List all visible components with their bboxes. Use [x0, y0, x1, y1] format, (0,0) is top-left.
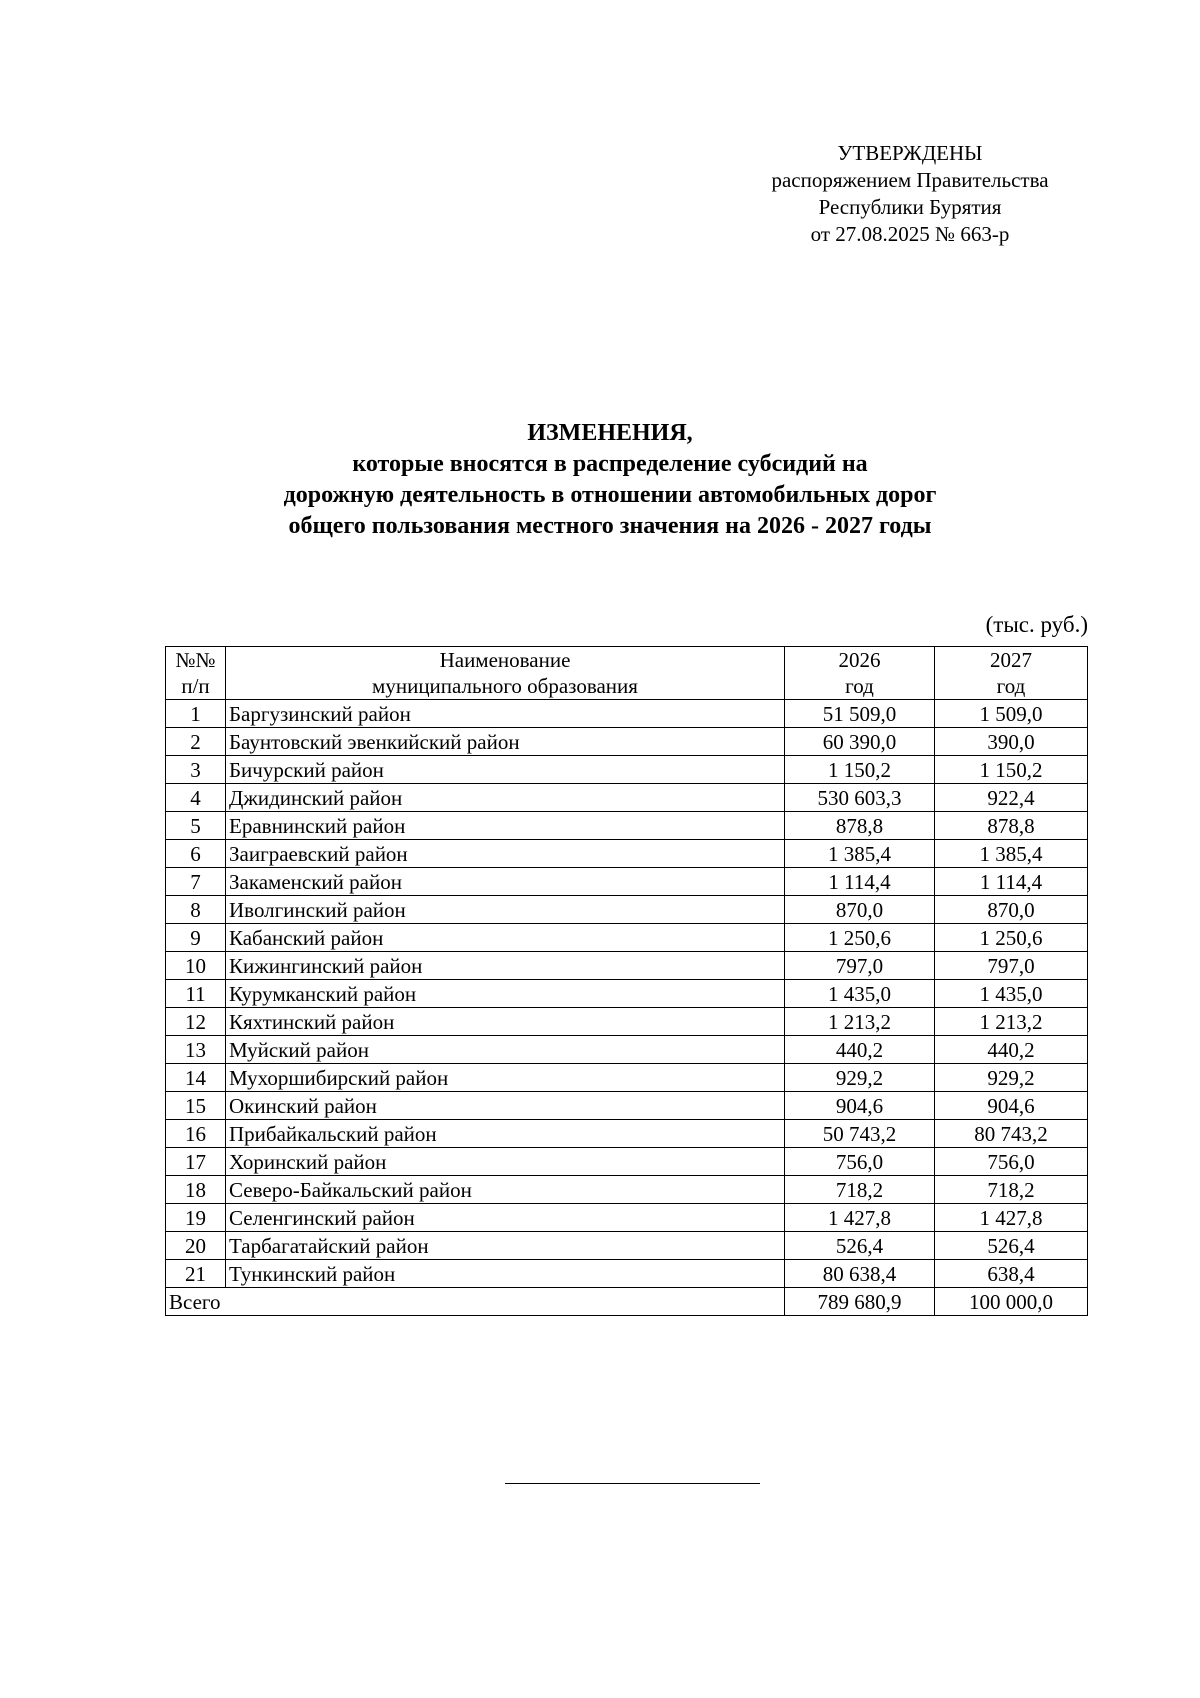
- municipality-name: Еравнинский район: [226, 812, 785, 840]
- total-label: Всего: [166, 1288, 785, 1316]
- table-row: [166, 1064, 1088, 1092]
- value-2026: 440,2: [785, 1036, 935, 1064]
- value-2026: 1 213,2: [785, 1008, 935, 1036]
- value-2026: 80 638,4: [785, 1260, 935, 1288]
- municipality-name: Курумканский район: [226, 980, 785, 1008]
- total-2026: 789 680,9: [785, 1288, 935, 1316]
- footer-divider: [505, 1483, 760, 1484]
- header-text: п/п: [181, 674, 210, 698]
- table-row: [166, 896, 1088, 924]
- table-row: [166, 812, 1088, 840]
- row-number: 3: [166, 756, 226, 784]
- row-number: 19: [166, 1204, 226, 1232]
- table-row: [166, 868, 1088, 896]
- row-number: 10: [166, 952, 226, 980]
- row-number: 2: [166, 728, 226, 756]
- municipality-name: Тарбагатайский район: [226, 1232, 785, 1260]
- value-2026: 51 509,0: [785, 700, 935, 728]
- value-2027: 526,4: [935, 1232, 1088, 1260]
- header-text: год: [845, 674, 874, 698]
- value-2027: 1 250,6: [935, 924, 1088, 952]
- value-2027: 1 427,8: [935, 1204, 1088, 1232]
- total-2027: 100 000,0: [935, 1288, 1088, 1316]
- value-2027: 638,4: [935, 1260, 1088, 1288]
- row-number: 14: [166, 1064, 226, 1092]
- approval-date-number: от 27.08.2025 № 663-р: [810, 222, 1010, 246]
- table-row: [166, 700, 1088, 728]
- units-label: (тыс. руб.): [985, 612, 1088, 637]
- value-2027: 929,2: [935, 1064, 1088, 1092]
- municipality-name: Селенгинский район: [226, 1204, 785, 1232]
- value-2026: 797,0: [785, 952, 935, 980]
- approval-stamp: [740, 140, 1080, 248]
- value-2026: 526,4: [785, 1232, 935, 1260]
- value-2026: 1 114,4: [785, 868, 935, 896]
- municipality-name: Муйский район: [226, 1036, 785, 1064]
- row-number: 15: [166, 1092, 226, 1120]
- value-2026: 929,2: [785, 1064, 935, 1092]
- value-2027: 1 114,4: [935, 868, 1088, 896]
- municipality-name: Окинский район: [226, 1092, 785, 1120]
- value-2027: 922,4: [935, 784, 1088, 812]
- municipality-name: Закаменский район: [226, 868, 785, 896]
- row-number: 21: [166, 1260, 226, 1288]
- municipality-name: Бичурский район: [226, 756, 785, 784]
- row-number: 16: [166, 1120, 226, 1148]
- header-text: год: [996, 674, 1026, 698]
- table-row: [166, 924, 1088, 952]
- value-2026: 1 385,4: [785, 840, 935, 868]
- value-2026: 50 743,2: [785, 1120, 935, 1148]
- approval-title: УТВЕРЖДЕНЫ: [837, 141, 983, 165]
- value-2026: 1 150,2: [785, 756, 935, 784]
- row-number: 17: [166, 1148, 226, 1176]
- total-row: [166, 1288, 1088, 1316]
- table-row: [166, 1232, 1088, 1260]
- table-row: [166, 784, 1088, 812]
- municipality-name: Кяхтинский район: [226, 1008, 785, 1036]
- value-2026: 530 603,3: [785, 784, 935, 812]
- value-2026: 1 250,6: [785, 924, 935, 952]
- table-row: [166, 840, 1088, 868]
- table-row: [166, 1008, 1088, 1036]
- municipality-name: Баунтовский эвенкийский район: [226, 728, 785, 756]
- row-number: 6: [166, 840, 226, 868]
- value-2027: 718,2: [935, 1176, 1088, 1204]
- row-number: 11: [166, 980, 226, 1008]
- municipality-name: Иволгинский район: [226, 896, 785, 924]
- value-2027: 390,0: [935, 728, 1088, 756]
- table-row: [166, 728, 1088, 756]
- table-body: [166, 700, 1088, 1288]
- header-text: №№: [175, 648, 216, 672]
- value-2027: 80 743,2: [935, 1120, 1088, 1148]
- table-row: [166, 1148, 1088, 1176]
- municipality-name: Заиграевский район: [226, 840, 785, 868]
- value-2027: 797,0: [935, 952, 1088, 980]
- value-2027: 870,0: [935, 896, 1088, 924]
- value-2027: 1 435,0: [935, 980, 1088, 1008]
- table-row: [166, 952, 1088, 980]
- value-2026: 870,0: [785, 896, 935, 924]
- value-2027: 1 150,2: [935, 756, 1088, 784]
- municipality-name: Джидинский район: [226, 784, 785, 812]
- header-num: [166, 647, 226, 700]
- value-2026: 756,0: [785, 1148, 935, 1176]
- municipality-name: Кижингинский район: [226, 952, 785, 980]
- value-2027: 1 385,4: [935, 840, 1088, 868]
- value-2026: 718,2: [785, 1176, 935, 1204]
- table-row: [166, 980, 1088, 1008]
- title-line: которые вносятся в распределение субсидий на: [352, 451, 868, 477]
- value-2026: 1 435,0: [785, 980, 935, 1008]
- header-text: Наименование: [439, 648, 571, 672]
- value-2027: 440,2: [935, 1036, 1088, 1064]
- table-row: [166, 1204, 1088, 1232]
- row-number: 13: [166, 1036, 226, 1064]
- table-row: [166, 1176, 1088, 1204]
- header-2026: [785, 647, 935, 700]
- table-row: [166, 1120, 1088, 1148]
- row-number: 12: [166, 1008, 226, 1036]
- header-name: [226, 647, 785, 700]
- header-text: 2027: [990, 648, 1032, 672]
- table-row: [166, 756, 1088, 784]
- value-2027: 756,0: [935, 1148, 1088, 1176]
- value-2026: 1 427,8: [785, 1204, 935, 1232]
- document-title: [160, 418, 1060, 542]
- approval-line: распоряжением Правительства: [771, 168, 1049, 192]
- municipality-name: Баргузинский район: [226, 700, 785, 728]
- row-number: 9: [166, 924, 226, 952]
- value-2027: 1 213,2: [935, 1008, 1088, 1036]
- table-header-row: [166, 647, 1088, 700]
- header-text: 2026: [838, 648, 881, 672]
- row-number: 7: [166, 868, 226, 896]
- header-2027: [935, 647, 1088, 700]
- table-row: [166, 1036, 1088, 1064]
- approval-line: Республики Бурятия: [818, 195, 1002, 219]
- row-number: 18: [166, 1176, 226, 1204]
- value-2027: 904,6: [935, 1092, 1088, 1120]
- subsidy-distribution-table: [165, 646, 1088, 1316]
- table-row: [166, 1092, 1088, 1120]
- value-2026: 60 390,0: [785, 728, 935, 756]
- municipality-name: Мухоршибирский район: [226, 1064, 785, 1092]
- municipality-name: Прибайкальский район: [226, 1120, 785, 1148]
- row-number: 4: [166, 784, 226, 812]
- municipality-name: Кабанский район: [226, 924, 785, 952]
- title-line: общего пользования местного значения на 2026 - 2027 годы: [288, 513, 932, 539]
- value-2026: 878,8: [785, 812, 935, 840]
- value-2027: 1 509,0: [935, 700, 1088, 728]
- title-line: дорожную деятельность в отношении автомобильных дорог: [283, 482, 937, 508]
- row-number: 20: [166, 1232, 226, 1260]
- row-number: 1: [166, 700, 226, 728]
- value-2027: 878,8: [935, 812, 1088, 840]
- header-text: муниципального образования: [372, 674, 638, 698]
- value-2026: 904,6: [785, 1092, 935, 1120]
- row-number: 8: [166, 896, 226, 924]
- municipality-name: Хоринский район: [226, 1148, 785, 1176]
- municipality-name: Северо-Байкальский район: [226, 1176, 785, 1204]
- title-line: ИЗМЕНЕНИЯ,: [527, 420, 693, 446]
- municipality-name: Тункинский район: [226, 1260, 785, 1288]
- row-number: 5: [166, 812, 226, 840]
- table-row: [166, 1260, 1088, 1288]
